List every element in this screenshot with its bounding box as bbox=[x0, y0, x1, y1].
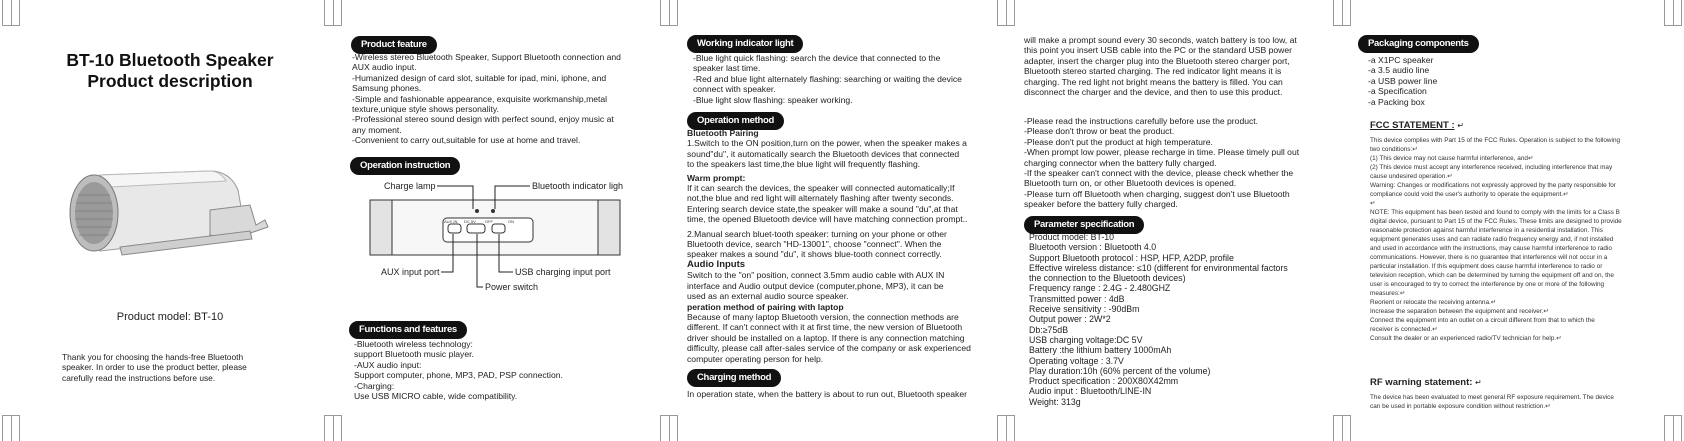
param-line: Operating voltage : 3.7V bbox=[1029, 355, 1124, 366]
text-line: will make a prompt sound every 30 seconds, watch battery is too low, at bbox=[1024, 35, 1297, 45]
subheading: Warm prompt: bbox=[687, 172, 746, 183]
device-diagram bbox=[345, 176, 665, 316]
operation-instruction-header: Operation instruction bbox=[350, 157, 460, 175]
param-line: Transmitted power : 4dB bbox=[1029, 293, 1125, 304]
text-line: not,the blue and red light will alternately flashing after twenty seconds. bbox=[687, 193, 954, 204]
operation-method-header: Operation method bbox=[687, 112, 784, 130]
device-label-dc: DC 5V bbox=[464, 219, 476, 224]
text-line: -a Packing box bbox=[1368, 96, 1425, 107]
working-indicator-header: Working indicator light bbox=[687, 35, 803, 53]
aux-port-label: AUX input port bbox=[381, 267, 440, 277]
text-line: -Please read the instructions carefully before use the product. bbox=[1024, 116, 1259, 126]
text-line: -Blue light quick flashing: search the device that connected to the bbox=[693, 53, 941, 63]
text-line: used as an external audio source speaker. bbox=[687, 291, 849, 302]
packaging-list bbox=[1368, 55, 1668, 107]
fcc-text bbox=[1370, 136, 1680, 343]
speaker-illustration bbox=[60, 165, 275, 265]
param-line: Db:≥75dB bbox=[1029, 324, 1069, 335]
text-line: charging. The red light not bright means the battery is filled. You can bbox=[1024, 76, 1283, 87]
device-label-aux: AUX IN bbox=[444, 219, 458, 224]
param-line: Bluetooth version : Bluetooth 4.0 bbox=[1029, 242, 1157, 253]
product-model: Product model: BT-10 bbox=[116, 311, 224, 323]
text-line: adapter, insert the charger plug into the Bluetooth stereo charger port, bbox=[1024, 55, 1290, 66]
text-line: and used in accordance with the instructions, may cause harmful interference to radio bbox=[1370, 245, 1612, 252]
param-line: USB charging voltage:DC 5V bbox=[1029, 334, 1143, 345]
specification-panel bbox=[1022, 0, 1342, 441]
text-line: -Wireless stereo Bluetooth Speaker, Support Bluetooth connection and bbox=[352, 52, 621, 62]
text-line: Thank you for choosing the hands-free Bluetooth bbox=[62, 352, 244, 362]
text-line: speaker last time. bbox=[693, 63, 761, 74]
features-panel bbox=[345, 0, 665, 441]
product-feature-header: Product feature bbox=[351, 36, 437, 54]
text-line: receiver is connected.↵ bbox=[1370, 326, 1438, 333]
param-line: Battery :the lithium battery 1000mAh bbox=[1029, 345, 1172, 356]
text-line: charging connector when the battery fully charged. bbox=[1024, 157, 1217, 168]
text-line: driver should be installed on a laptop. If there is any connection matching bbox=[687, 332, 965, 343]
text-line: -Convenient to carry out,suitable for use at home and travel. bbox=[352, 135, 581, 146]
text-line: ↵ bbox=[1370, 200, 1376, 207]
param-line: Audio input : Bluetooth/LINE-IN bbox=[1029, 386, 1152, 397]
param-line: Play duration:10h (60% percent of the volume) bbox=[1029, 365, 1211, 376]
text-line: 2.Manual search bluet-tooth speaker: turning on your phone or other bbox=[687, 228, 947, 239]
text-line: Reorient or relocate the receiving antenna.↵ bbox=[1370, 299, 1497, 306]
usb-port-label: USB charging input port bbox=[515, 267, 611, 277]
charging-text: In operation state, when the battery is about to run out, Bluetooth speaker bbox=[687, 389, 967, 399]
text-line: can be used in portable exposure condition without restriction.↵ bbox=[1370, 403, 1551, 410]
text-line: equipment generates uses and can radiate radio frequency energy and, if not installed bbox=[1370, 236, 1614, 243]
text-line: cause undesired operation.↵ bbox=[1370, 173, 1453, 180]
text-line: (2) This device must accept any interference received, including interference that may bbox=[1370, 164, 1613, 171]
text-line: The device has been evaluated to meet general RF exposure requirement. The device bbox=[1370, 394, 1614, 401]
text-line: Consult the dealer or an experienced radio/TV technician for help.↵ bbox=[1370, 335, 1562, 342]
text-line: Support computer, phone, MP3, PAD, PSP connection. bbox=[354, 370, 563, 381]
text-line: AUX audio input. bbox=[352, 62, 417, 73]
text-line: (1) This device may not cause harmful interference, and↵ bbox=[1370, 155, 1534, 162]
text-line: particular installation. If this equipment does cause harmful interference to radio or bbox=[1370, 263, 1603, 270]
cover-title bbox=[0, 50, 340, 92]
thanks-text bbox=[62, 352, 332, 383]
title-line: Product description bbox=[87, 71, 253, 91]
text-line: speaker before the battery fully charged. bbox=[1024, 199, 1178, 210]
subheading: peration method of pairing with laptop bbox=[687, 301, 844, 312]
device-label-on: ON bbox=[508, 219, 514, 224]
text-line: -Please don't throw or beat the product. bbox=[1024, 126, 1175, 137]
text-line: -When prompt low power, please recharge in time. Please timely pull out bbox=[1024, 147, 1300, 158]
text-line: sound"du", it automatically search the Bluetooth devices that connected bbox=[687, 148, 960, 159]
subheading: Bluetooth Pairing bbox=[687, 128, 759, 138]
operation-panel bbox=[683, 0, 1005, 441]
text-line: texture,unique style shows personality. bbox=[352, 104, 499, 115]
text-line: -Please turn off Bluetooth when charging, suggest don't use Bluetooth bbox=[1024, 188, 1290, 199]
text-line: -If the speaker can't connect with the device, please check whether the bbox=[1024, 168, 1294, 179]
compliance-panel bbox=[1357, 0, 1684, 441]
rf-title-text: RF warning statement: bbox=[1370, 377, 1473, 388]
functions-list bbox=[354, 339, 659, 401]
text-line: compliance could void the user's authority to operate the equipment.↵ bbox=[1370, 191, 1569, 198]
text-line: This device complies with Part 15 of the FCC Rules. Operation is subject to the following bbox=[1370, 137, 1621, 144]
functions-header: Functions and features bbox=[349, 321, 467, 339]
text-line: NOTE: This equipment has been tested and found to comply with the limits for a Class B bbox=[1370, 209, 1620, 216]
text-line: difficulty, please call after-sales service of the company or ask experienced bbox=[687, 343, 971, 354]
text-line: different. If can't connect with it at first time, the new version of Bluetooth bbox=[687, 322, 963, 333]
text-line: Connect the equipment into an outlet on a circuit different from that to which the bbox=[1370, 317, 1595, 324]
text-line: -Professional stereo sound design with perfect sound, enjoy music at bbox=[352, 114, 614, 125]
text-line: carefully read the instructions before use. bbox=[62, 372, 216, 383]
charging-method-header: Charging method bbox=[687, 369, 781, 387]
text-line: television reception, which can be determined by turning the equipment off and on, the bbox=[1370, 272, 1614, 279]
bluetooth-light-label: Bluetooth indicator ligh bbox=[532, 181, 624, 191]
param-line: Output power : 2W*2 bbox=[1029, 314, 1111, 325]
text-line: Bluetooth device, search "HD-13001", choose "connect". When the bbox=[687, 239, 942, 250]
param-line: Support Bluetooth protocol : HSP, HFP, A2DP, profile bbox=[1029, 252, 1234, 263]
rf-title bbox=[1370, 377, 1482, 388]
cover-panel bbox=[0, 0, 340, 441]
text-line: interface and Audio output device (computer,phone, MP3), it can be bbox=[687, 280, 944, 291]
text-line: Bluetooth stereo started charging. The red indicator light means it is bbox=[1024, 66, 1282, 77]
param-line: Weight: 313g bbox=[1029, 396, 1081, 407]
text-line: speaker makes a sound "du", it shows blue-tooth connect correctly. bbox=[687, 249, 942, 260]
text-line: support Bluetooth music player. bbox=[354, 349, 474, 360]
text-line: Use USB MICRO cable, wide compatibility. bbox=[354, 391, 518, 402]
device-label-off: OFF bbox=[485, 219, 493, 224]
paragraph-mark: ↵ bbox=[1457, 121, 1464, 130]
text-line: Increase the separation between the equipment and receiver.↵ bbox=[1370, 308, 1549, 315]
text-line: -Blue light slow flashing: speaker working. bbox=[693, 94, 853, 105]
text-line: disconnect the charger and the device, and then to use this product. bbox=[1024, 87, 1283, 98]
feature-list bbox=[352, 52, 662, 146]
text-line: -Humanized design of card slot, suitable for ipad, mini, iphone, and bbox=[352, 72, 607, 83]
text-line: -a X1PC speaker bbox=[1368, 55, 1434, 65]
working-indicator-text bbox=[693, 53, 1003, 105]
param-line: the connection to the Bluetooth devices) bbox=[1029, 273, 1186, 284]
operation-method-text bbox=[687, 128, 1003, 364]
text-line: digital device, pursuant to Part 15 of the FCC Rules. These limits are designed to provide bbox=[1370, 218, 1622, 225]
text-line: -a USB power line bbox=[1368, 75, 1438, 86]
text-line: this point you insert USB cable into the PC or the standard USB power bbox=[1024, 45, 1292, 56]
text-line: 1.Switch to the ON position,turn on the power, when the speaker makes a bbox=[687, 138, 967, 149]
text-line: connect with speaker. bbox=[693, 84, 776, 95]
text-line: Switch to the "on" position, connect 3.5mm audio cable with AUX IN bbox=[687, 270, 945, 281]
paragraph-mark: ↵ bbox=[1475, 378, 1482, 387]
text-line: -Charging: bbox=[354, 380, 395, 391]
param-line: Product model: BT-10 bbox=[1029, 232, 1115, 242]
text-line: two conditions:↵ bbox=[1370, 146, 1418, 153]
text-line: Entering search device state,the speaker will make a sound "du",at that bbox=[687, 203, 958, 214]
text-line: Warning: Changes or modifications not expressly approved by the party responsible for bbox=[1370, 182, 1616, 189]
power-switch-label: Power switch bbox=[485, 282, 539, 292]
param-line: Effective wireless distance: ≤10 (different for environmental factors bbox=[1029, 262, 1288, 273]
notes-list bbox=[1024, 116, 1340, 210]
charge-lamp-label: Charge lamp bbox=[384, 181, 436, 191]
text-line: to the speakers last time,the blue light will frequently flashing. bbox=[687, 159, 921, 170]
text-line: Bluetooth turn on, or other Bluetooth devices is opened. bbox=[1024, 178, 1237, 189]
parameter-spec-header: Parameter specification bbox=[1024, 216, 1144, 234]
text-line: -a Specification bbox=[1368, 86, 1427, 97]
subheading: Audio Inputs bbox=[687, 258, 746, 270]
text-line: speaker. In order to use the product better, please bbox=[62, 362, 247, 373]
text-line: time, the opened Bluetooth device will have matching connection prompt.. bbox=[687, 214, 968, 225]
param-line: Frequency range : 2.4G - 2.480GHZ bbox=[1029, 283, 1171, 294]
text-line: -Please don't put the product at high temperature. bbox=[1024, 136, 1213, 147]
text-line: -Bluetooth wireless technology: bbox=[354, 339, 473, 349]
text-line: computer operating person for help. bbox=[687, 353, 824, 364]
text-line: Because of many laptop Bluetooth version, the connection methods are bbox=[687, 311, 959, 322]
text-line: -AUX audio input: bbox=[354, 359, 422, 370]
text-line: -Simple and fashionable appearance, exquisite workmanship,metal bbox=[352, 93, 608, 104]
text-line: -Red and blue light alternately flashing: searching or waiting the device bbox=[693, 73, 962, 84]
text-line: reasonable protection against harmful interference in a residential installation. This bbox=[1370, 227, 1603, 234]
fcc-title bbox=[1370, 120, 1464, 131]
text-line: any moment. bbox=[352, 124, 402, 135]
rf-text bbox=[1370, 393, 1680, 411]
text-line: user is encouraged to try to correct the interference by one or more of the following bbox=[1370, 281, 1605, 288]
text-line: communications. However, there is no guarantee that interference will not occur in a bbox=[1370, 254, 1608, 261]
text-line: Samsung phones. bbox=[352, 83, 422, 94]
title-line: BT-10 Bluetooth Speaker bbox=[66, 50, 274, 70]
text-line: -a 3.5 audio line bbox=[1368, 65, 1430, 76]
param-line: Product specification : 200X80X42mm bbox=[1029, 376, 1179, 387]
parameter-list bbox=[1029, 232, 1341, 407]
packaging-header: Packaging components bbox=[1358, 35, 1479, 53]
text-line: measures:↵ bbox=[1370, 290, 1406, 297]
text-line: If it can search the devices, the speaker will connected automatically;If bbox=[687, 183, 955, 194]
fcc-title-text: FCC STATEMENT : bbox=[1370, 120, 1455, 131]
charging-continued bbox=[1024, 35, 1340, 97]
param-line: Receive sensitivity : -90dBm bbox=[1029, 304, 1140, 315]
